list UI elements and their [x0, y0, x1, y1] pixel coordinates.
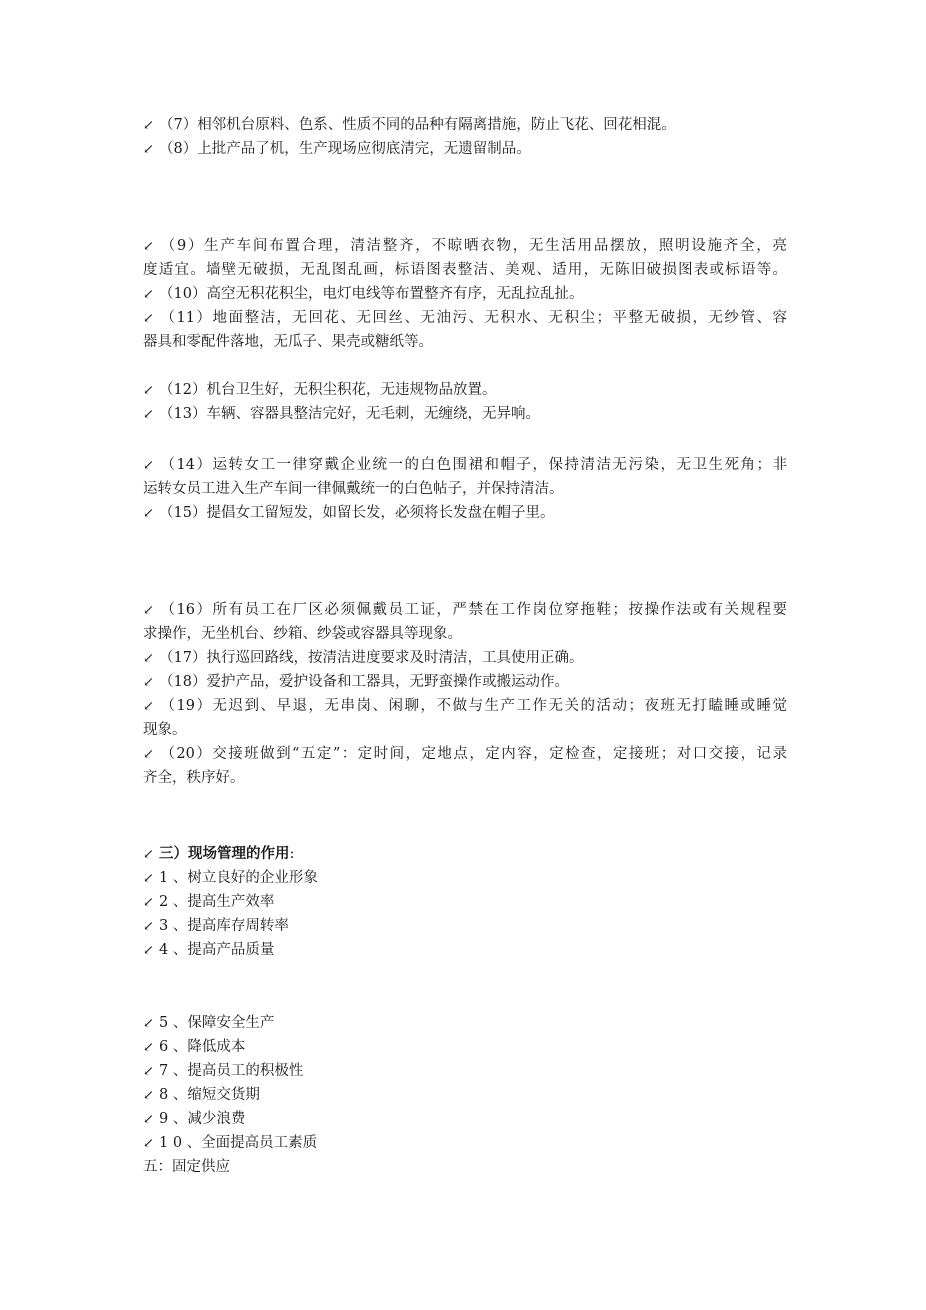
- rule-group-2: [143, 234, 787, 354]
- rule-item-14-line1: ↙ （14）运转女工一律穿戴企业统一的白色围裙和帽子，保持清洁无污染，无卫生死角；非: [143, 453, 787, 477]
- rule-group-3: [143, 378, 787, 426]
- rule-item-20-line2: 齐全，秩序好。: [143, 770, 245, 786]
- arrow-icon: ↙: [143, 506, 154, 521]
- benefit-item-4: ↙ 4 、提高产品质量: [143, 938, 787, 962]
- arrow-icon: ↙: [143, 699, 154, 714]
- rule-item-11-line2: 器具和零配件落地，无瓜子、果壳或糖纸等。: [143, 334, 433, 350]
- benefit-item-10: ↙ 1 0 、全面提高员工素质: [143, 1131, 787, 1155]
- rule-item-9-line2: 度适宜。墙壁无破损，无乱图乱画，标语图表整洁、美观、适用，无陈旧破损图表或标语等。: [143, 262, 787, 278]
- arrow-icon: ↙: [143, 458, 154, 473]
- arrow-icon: ↙: [143, 1064, 154, 1079]
- arrow-icon: ↙: [143, 311, 154, 326]
- arrow-icon: ↙: [143, 1136, 154, 1151]
- benefit-item-7: ↙ 7 、提高员工的积极性: [143, 1059, 787, 1083]
- benefit-item-9: ↙ 9 、减少浪费: [143, 1107, 787, 1131]
- rule-item-9-line1: ↙ （9）生产车间布置合理，清洁整齐，不晾晒衣物，无生活用品摆放，照明设施齐全，亮: [143, 234, 787, 258]
- rule-item-19-line2: 现象。: [143, 722, 187, 738]
- rule-item-7: ↙ （7）相邻机台原料、色系、性质不同的品种有隔离措施，防止飞花、回花相混。: [143, 113, 787, 137]
- rule-group-4: [143, 453, 787, 525]
- arrow-icon: ↙: [143, 1016, 154, 1031]
- arrow-icon: ↙: [143, 1040, 154, 1055]
- arrow-icon: ↙: [143, 919, 154, 934]
- rule-item-11-line1: ↙ （11）地面整洁，无回花、无回丝、无油污、无积水、无积尘；平整无破损，无纱管、容: [143, 306, 787, 330]
- rule-item-10: ↙ （10）高空无积花积尘，电灯电线等布置整齐有序，无乱拉乱扯。: [143, 282, 787, 306]
- section-5-heading: 五：固定供应: [143, 1159, 230, 1175]
- arrow-icon: ↙: [143, 118, 154, 133]
- rule-item-13: ↙ （13）车辆、容器具整洁完好，无毛刺，无缠绕，无异响。: [143, 402, 787, 426]
- section-3-heading: ↙ 三）现场管理的作用:: [143, 842, 787, 866]
- arrow-icon: ↙: [143, 847, 154, 862]
- arrow-icon: ↙: [143, 895, 154, 910]
- arrow-icon: ↙: [143, 747, 154, 762]
- section-3-continued: [143, 1011, 787, 1179]
- arrow-icon: ↙: [143, 383, 154, 398]
- arrow-icon: ↙: [143, 407, 154, 422]
- rule-item-14-line2: 运转女员工进入生产车间一律佩戴统一的白色帖子，并保持清洁。: [143, 481, 564, 497]
- rule-item-16-line2: 求操作，无坐机台、纱箱、纱袋或容器具等现象。: [143, 626, 462, 642]
- rule-group-1: [143, 113, 787, 161]
- benefit-item-6: ↙ 6 、降低成本: [143, 1035, 787, 1059]
- arrow-icon: ↙: [143, 1112, 154, 1127]
- rule-item-12: ↙ （12）机台卫生好，无积尘积花，无违规物品放置。: [143, 378, 787, 402]
- rule-item-17: ↙ （17）执行巡回路线，按清洁进度要求及时清洁，工具使用正确。: [143, 646, 787, 670]
- rule-group-5: [143, 598, 787, 790]
- rule-item-18: ↙ （18）爱护产品，爱护设备和工器具，无野蛮操作或搬运动作。: [143, 670, 787, 694]
- benefit-item-1: ↙ 1 、树立良好的企业形象: [143, 866, 787, 890]
- benefit-item-3: ↙ 3 、提高库存周转率: [143, 914, 787, 938]
- benefit-item-5: ↙ 5 、保障安全生产: [143, 1011, 787, 1035]
- arrow-icon: ↙: [143, 943, 154, 958]
- arrow-icon: ↙: [143, 675, 154, 690]
- rule-item-20-line1: ↙ （20）交接班做到“五定”：定时间，定地点，定内容，定检查，定接班；对口交接，记录: [143, 742, 787, 766]
- arrow-icon: ↙: [143, 651, 154, 666]
- benefit-item-2: ↙ 2 、提高生产效率: [143, 890, 787, 914]
- rule-item-16-line1: ↙ （16）所有员工在厂区必须佩戴员工证，严禁在工作岗位穿拖鞋；按操作法或有关规程要: [143, 598, 787, 622]
- arrow-icon: ↙: [143, 1088, 154, 1103]
- arrow-icon: ↙: [143, 603, 154, 618]
- arrow-icon: ↙: [143, 142, 154, 157]
- rule-item-8: ↙ （8）上批产品了机，生产现场应彻底清完，无遗留制品。: [143, 137, 787, 161]
- arrow-icon: ↙: [143, 871, 154, 886]
- rule-item-19-line1: ↙ （19）无迟到、早退，无串岗、闲聊，不做与生产工作无关的活动；夜班无打瞌睡或睡觉: [143, 694, 787, 718]
- arrow-icon: ↙: [143, 239, 154, 254]
- benefit-item-8: ↙ 8 、缩短交货期: [143, 1083, 787, 1107]
- arrow-icon: ↙: [143, 287, 154, 302]
- rule-item-15: ↙ （15）提倡女工留短发，如留长发，必须将长发盘在帽子里。: [143, 501, 787, 525]
- section-3: [143, 842, 787, 962]
